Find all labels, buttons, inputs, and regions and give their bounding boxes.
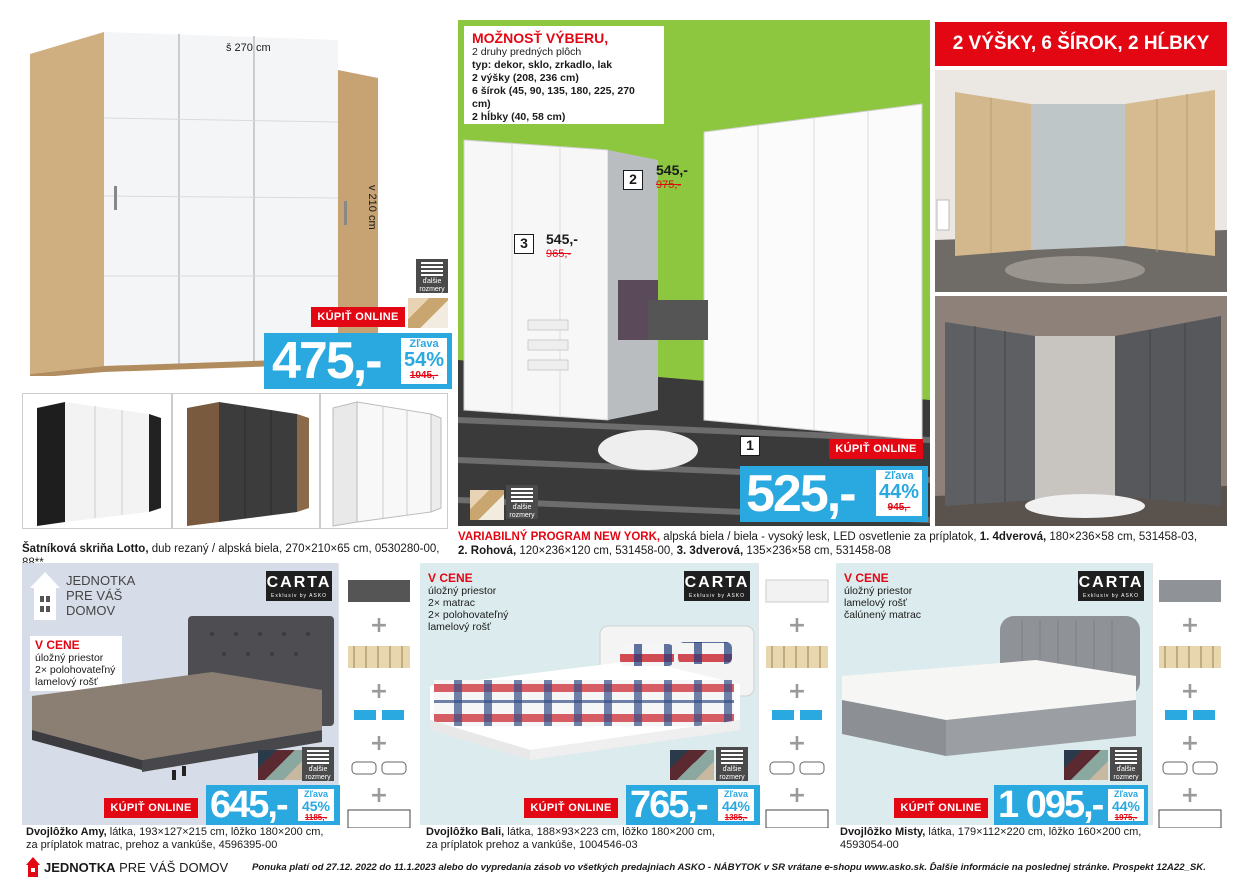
ruler-icon xyxy=(511,488,533,502)
storage-box-icon xyxy=(348,810,410,828)
svg-text:+: + xyxy=(787,613,807,638)
banner-text: 2 VÝŠKY, 6 ŠÍROK, 2 HĹBKY xyxy=(952,33,1210,54)
old-price: 1975,- xyxy=(1114,813,1138,822)
carta-logo xyxy=(266,571,332,601)
carta-logo-text: CARTA xyxy=(684,574,750,591)
old-price: 945,- xyxy=(887,502,911,513)
discount-percent: 44% xyxy=(1111,798,1141,814)
carta-logo-sub: Exklusiv by ASKO xyxy=(688,593,745,599)
buy-online-button[interactable]: KÚPIŤ ONLINE xyxy=(104,798,198,818)
svg-text:+: + xyxy=(369,613,389,638)
storage-box-icon xyxy=(766,810,828,828)
features-head: V CENE xyxy=(844,571,889,585)
variant-oak-graphite xyxy=(172,393,320,529)
discount-percent: 44% xyxy=(721,798,751,814)
pillow-icon xyxy=(1163,762,1217,774)
carta-logo-text: CARTA xyxy=(266,574,332,591)
discount-badge xyxy=(1106,787,1146,823)
feature-4: lamelový rošť xyxy=(428,621,491,633)
ny-1-name: 1. 4dverová, xyxy=(976,531,1047,543)
item-3-old-price: 965,- xyxy=(546,248,572,260)
discount-percent: 44% xyxy=(878,481,920,503)
feature-3: 2× polohovateľný xyxy=(428,609,509,621)
ruler-icon xyxy=(1115,750,1137,764)
dim-height-label: v 210 cm xyxy=(366,185,378,230)
bed-misty-illustration xyxy=(836,610,1152,770)
carta-logo-text: CARTA xyxy=(1078,574,1144,591)
lotto-name: Šatníková skriňa Lotto, xyxy=(22,543,149,555)
feature-1: úložný priestor xyxy=(35,652,104,664)
options-line-5: 2 hĺbky (40, 58 cm) xyxy=(472,111,566,123)
options-box xyxy=(464,26,664,124)
discount-label: Zľava xyxy=(1114,789,1138,799)
more-sizes-label: ďalšie rozmery xyxy=(1113,766,1139,781)
buy-online-button[interactable]: KÚPIŤ ONLINE xyxy=(894,798,988,818)
bed-misty-desc-2: 4593054-00 xyxy=(840,839,899,851)
bed-bali-side-icons xyxy=(760,566,834,828)
more-sizes-badge[interactable] xyxy=(716,747,748,781)
variant-white xyxy=(320,393,448,529)
bed-amy-caption xyxy=(26,826,346,852)
more-sizes-label: ďalšie rozmery xyxy=(719,766,745,781)
ny-2-desc: 120×236×120 cm, 531458-00, xyxy=(516,545,674,557)
fabric-swatch-icon xyxy=(1064,750,1108,780)
footer-brand-bold: JEDNOTKA xyxy=(44,859,116,875)
house-icon xyxy=(26,857,40,877)
ruler-icon xyxy=(307,750,329,764)
fabric-swatch-icon xyxy=(470,490,504,520)
footer-brand-rest: PRE VÁŠ DOMOV xyxy=(115,859,229,875)
bed-amy-desc-1: látka, 193×127×215 cm, lôžko 180×200 cm, xyxy=(106,826,324,838)
feature-1: úložný priestor xyxy=(844,585,913,597)
ny-3-name: 3. 3dverová, xyxy=(673,545,744,557)
item-2-price-value: 545,- xyxy=(656,162,688,178)
old-price: 1185,- xyxy=(304,813,328,822)
bed-bali-desc-2: za príplatok prehoz a vankúše, 1004546-03 xyxy=(426,839,638,851)
svg-text:+: + xyxy=(1180,613,1200,638)
discount-badge xyxy=(716,787,756,823)
ny-1-desc: 180×236×58 cm, 531458-03, xyxy=(1046,531,1198,543)
svg-text:+: + xyxy=(369,679,389,704)
room-illustration xyxy=(935,70,1227,292)
svg-text:+: + xyxy=(1180,783,1200,808)
discount-label: Zľava xyxy=(884,470,914,482)
variant-illustration xyxy=(321,394,448,529)
svg-text:+: + xyxy=(787,679,807,704)
carta-logo-sub: Exklusiv by ASKO xyxy=(270,593,327,599)
feature-2: lamelový rošť xyxy=(844,597,907,609)
storage-box-icon xyxy=(1159,810,1221,828)
svg-text:+: + xyxy=(369,783,389,808)
more-sizes-badge[interactable] xyxy=(506,485,538,519)
svg-text:+: + xyxy=(369,731,389,756)
pillow-icon xyxy=(352,762,406,774)
home-unit-line-1: JEDNOTKA xyxy=(66,573,136,588)
bed-thumb-icon xyxy=(348,580,410,602)
discount-badge xyxy=(874,468,924,518)
more-sizes-badge[interactable] xyxy=(416,259,448,293)
variant-illustration xyxy=(23,394,172,529)
mattress-icon xyxy=(1165,710,1215,720)
carta-logo xyxy=(1078,571,1144,601)
discount-label: Zľava xyxy=(304,789,328,799)
options-line-1: 2 druhy predných plôch xyxy=(472,46,582,58)
discount-percent: 54% xyxy=(403,349,445,371)
home-unit-line-2: PRE VÁŠ xyxy=(66,588,123,603)
feature-3: lamelový rošť xyxy=(35,676,98,688)
old-price: 1045,- xyxy=(409,370,439,381)
footer-text: Ponuka platí od 27.12. 2022 do 11.1.2023 alebo do vypredania zásob vo všetkých predajniach ASKO - NÁBYTOK v SR vrátane e-shopu www.asko.sk. Ďalšie informácie na poslednej stránke. Prospekt 12A22_SK. xyxy=(252,862,1206,873)
bed-bali-name: Dvojlôžko Bali, xyxy=(426,826,505,838)
old-price: 1385,- xyxy=(724,813,748,822)
discount-percent: 45% xyxy=(301,798,331,814)
ruler-icon xyxy=(721,750,743,764)
price-value: 765,- xyxy=(630,784,707,826)
svg-text:+: + xyxy=(787,731,807,756)
bed-bali-illustration xyxy=(420,620,758,770)
pillow-icon xyxy=(770,762,824,774)
banner xyxy=(935,22,1227,66)
ruler-icon xyxy=(421,262,443,276)
ny-name: VARIABILNÝ PROGRAM NEW YORK, xyxy=(458,531,661,543)
carta-logo-sub: Exklusiv by ASKO xyxy=(1082,593,1139,599)
variant-black-white xyxy=(22,393,172,529)
oak-corner-photo xyxy=(935,70,1227,292)
bed-bali-desc-1: látka, 188×93×223 cm, lôžko 180×200 cm, xyxy=(504,826,715,838)
bed-misty-side-icons xyxy=(1154,566,1226,828)
more-sizes-badge[interactable] xyxy=(302,747,334,781)
price-value: 525,- xyxy=(746,465,855,523)
more-sizes-label: ďalšie rozmery xyxy=(509,504,535,519)
options-line-3: 2 výšky (208, 236 cm) xyxy=(472,72,579,84)
options-line-2: typ: dekor, sklo, zrkadlo, lak xyxy=(472,59,613,71)
bed-misty-desc-1: látka, 179×112×220 cm, lôžko 160×200 cm, xyxy=(925,826,1142,838)
price-value: 475,- xyxy=(272,332,381,390)
item-2-price xyxy=(656,163,688,193)
feature-3: čalúnený matrac xyxy=(844,609,922,621)
svg-text:+: + xyxy=(787,783,807,808)
discount-label: Zľava xyxy=(724,789,748,799)
discount-badge xyxy=(296,787,336,823)
variant-illustration xyxy=(173,394,320,529)
item-3-number: 3 xyxy=(514,234,534,254)
fabric-swatch-icon xyxy=(670,750,714,780)
item-3-price-value: 545,- xyxy=(546,231,578,247)
graphite-corner-photo xyxy=(935,296,1227,526)
more-sizes-badge[interactable] xyxy=(1110,747,1142,781)
footer-brand xyxy=(26,856,228,878)
item-2-number: 2 xyxy=(623,170,643,190)
feature-2: 2× matrac xyxy=(428,597,475,609)
ny-2-name: 2. Rohová, xyxy=(458,545,517,557)
bed-misty-caption xyxy=(840,826,1160,852)
bed-thumb-icon xyxy=(766,580,828,602)
slatted-frame-icon xyxy=(348,646,410,668)
price-value: 1 095,- xyxy=(998,784,1103,826)
buy-online-button[interactable]: KÚPIŤ ONLINE xyxy=(311,307,405,327)
ny-3-desc: 135×236×58 cm, 531458-08 xyxy=(743,545,891,557)
bed-amy-name: Dvojlôžko Amy, xyxy=(26,826,107,838)
room-illustration xyxy=(935,296,1227,526)
fabric-swatch-icon xyxy=(408,298,448,328)
buy-online-button[interactable]: KÚPIŤ ONLINE xyxy=(524,798,618,818)
price-value: 645,- xyxy=(210,784,287,826)
item-1-number: 1 xyxy=(740,436,760,456)
bed-bali-caption xyxy=(426,826,766,852)
bed-amy-desc-2: za príplatok matrac, prehoz a vankúše, 4596395-00 xyxy=(26,839,278,851)
feature-1: úložný priestor xyxy=(428,585,497,597)
fabric-swatch-icon xyxy=(258,750,302,780)
svg-text:+: + xyxy=(1180,731,1200,756)
bed-amy-side-icons xyxy=(340,566,418,828)
features-head: V CENE xyxy=(35,638,80,652)
bed-thumb-icon xyxy=(1159,580,1221,602)
feature-2: 2× polohovateľný xyxy=(35,664,116,676)
discount-label: Zľava xyxy=(409,338,439,350)
options-line-4: 6 šírok (45, 90, 135, 180, 225, 270 cm) xyxy=(472,85,635,110)
new-york-caption xyxy=(458,530,1228,558)
carta-logo xyxy=(684,571,750,601)
slatted-frame-icon xyxy=(766,646,828,668)
svg-text:+: + xyxy=(1180,679,1200,704)
mattress-icon xyxy=(772,710,822,720)
item-3-price xyxy=(546,232,578,262)
bed-misty-name: Dvojlôžko Misty, xyxy=(840,826,926,838)
lotto-desc: dub rezaný / alpská biela, 270×210×65 cm, 0530280-00, xyxy=(151,543,440,555)
options-title: MOŽNOSŤ VÝBERU, xyxy=(472,30,609,46)
more-sizes-label: ďalšie rozmery xyxy=(305,766,331,781)
features-head: V CENE xyxy=(428,571,473,585)
mattress-icon xyxy=(354,710,404,720)
home-unit-line-3: DOMOV xyxy=(66,603,116,618)
buy-online-button[interactable]: KÚPIŤ ONLINE xyxy=(829,439,923,459)
ny-desc: alpská biela / biela - vysoký lesk, LED osvetlenie za príplatok, xyxy=(660,531,977,543)
discount-badge xyxy=(399,336,449,386)
slatted-frame-icon xyxy=(1159,646,1221,668)
more-sizes-label: ďalšie rozmery xyxy=(419,278,445,293)
item-2-old-price: 975,- xyxy=(656,179,682,191)
dim-width-label: š 270 cm xyxy=(226,42,271,54)
